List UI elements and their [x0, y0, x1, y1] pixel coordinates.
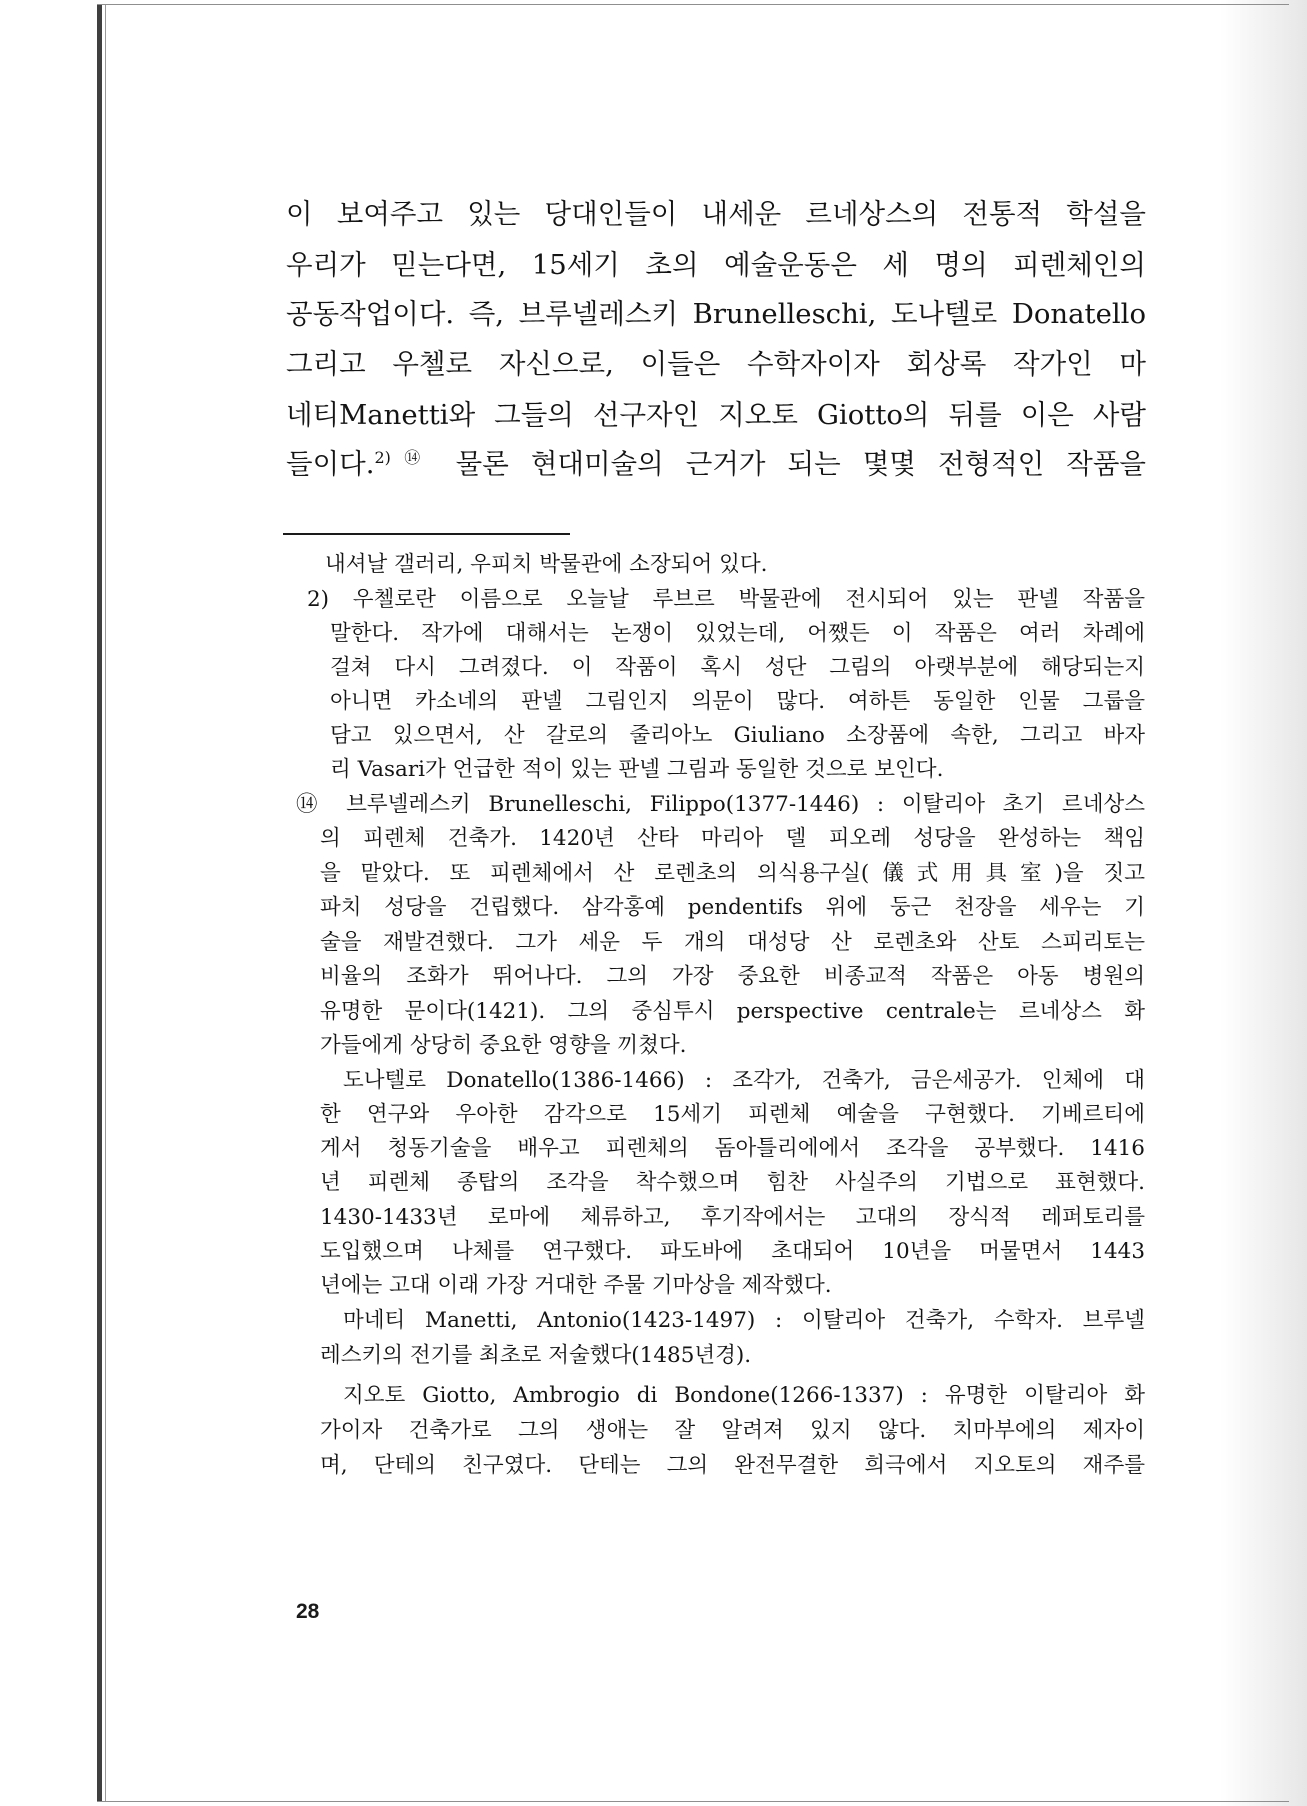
page-left-border-inner: [105, 4, 106, 1802]
footnote-markers[interactable]: 2)⑭: [374, 447, 434, 467]
footnote-line: 도입했으며 나체를 연구했다. 파도바에 초대되어 10년을 머물면서 1443: [320, 1239, 1145, 1264]
footnote-line: 가이자 건축가로 그의 생애는 잘 알려져 있지 않다. 치마부에의 제자이: [320, 1418, 1145, 1443]
footnote-line: 년 피렌체 종탑의 조각을 착수했으며 힘찬 사실주의 기법으로 표현했다.: [320, 1170, 1145, 1195]
footnote-line: 말한다. 작가에 대해서는 논쟁이 있었는데, 어쨌든 이 작품은 여러 차례에: [330, 621, 1145, 646]
footnote-line: 도나텔로 Donatello(1386-1466) : 조각가, 건축가, 금은세공가. 인체에 대: [343, 1068, 1145, 1093]
footnote-line: 유명한 문이다(1421). 그의 중심투시 perspective centrale는 르네상스 화: [320, 999, 1145, 1024]
footnote-line: 마네티 Manetti, Antonio(1423-1497) : 이탈리아 건축가, 수학자. 브루넬: [343, 1308, 1145, 1333]
book-page: 이 보여주고 있는 당대인들이 내세운 르네상스의 전통적 학설을 우리가 믿는다면, 15세기 초의 예술운동은 세 명의 피렌체인의 공동작업이다. 즉, 브루넬레스키 Brunelleschi, 도나텔로 Donatello 그리고 우첼로 자신으로, 이들은 수학자이자 회상록 작가인 마 네티Manetti와 그들의 선구자인 지오토 Giotto의 뒤를 이은 사람 들이다.$^{2)⑭}$ 물론 현대미술의 근거가 되는 몇몇 전형적인 작품을 내셔날 갤러리, 우피치 박물관에 소장되어 있다. 2) 우첼로란 이름으로 오늘날 루브르 박물관에 전시되어 있는 판넬 작품을 말한다. 작가에 대해서는 논쟁이 있었는데, 어쨌든 이 작품은 여러 차례에 걸쳐 다시 그려졌다. 이 작품이 혹시 성단 그림의 아랫부분에 해당되는지 아니면 카소네의 판넬 그림인지 의문이 많다. 여하튼 동일한 인물 그룹을 담고 있으면서, 산 갈로의 줄리아노 Giuliano 소장품에 속한, 그리고 바자 리 Vasari가 언급한 적이 있는 판넬 그림과 동일한 것으로 보인다. ⑭ 브루넬레스키 Brunelleschi, Filippo(1377-1446) : 이탈리아 초기 르네상스 의 피렌체 건축가. 1420년 산타 마리아 델 피오레 성당을 완성하는 책임 을 맡았다. 또 피렌체에서 산 로렌초의 의식용구실(儀式用具室)을 짓고 파치 성당을 건립했다. 삼각홍예 pendentifs 위에 둥근 천장을 세우는 기 술을 재발견했다. 그가 세운 두 개의 대성당 산 로렌초와 산토 스피리토는 비율의 조화가 뛰어나다. 그의 가장 중요한 비종교적 작품은 아동 병원의 유명한 문이다(1421). 그의 중심투시 perspective centrale는 르네상스 화 가들에게 상당히 중요한 영향을 끼쳤다. 도나텔로 Donatello(1386-1466) : 조각가, 건축가, 금은세공가. 인체에 대 한 연구와 우아한 감각으로 15세기 피렌체 예술을 구현했다. 기베르티에 게서 청동기술을 배우고 피렌체의 돔아틀리에에서 조각을 공부했다. 1416 년 피렌체 종탑의 조각을 착수했으며 힘찬 사실주의 기법으로 표현했다. 1430-1433년 로마에 체류하고, 후기작에서는 고대의 장식적 레퍼토리를 도입했으며 나체를 연구했다. 파도바에 초대되어 10년을 머물면서 1443 년에는 고대 이래 가장 거대한 주물 기마상을 제작했다. 마네티 Manetti, Antonio(1423-1497) : 이탈리아 건축가, 수학자. 브루넬 레스키의 전기를 최초로 저술했다(1485년경). 지오토 Giotto, Ambrogio di Bondone(1266-1337) : 유명한 이탈리아 화 가이자 건축가로 그의 생애는 잘 알려져 있지 않다. 치마부에의 제자이 며, 단테의 친구였다. 단테는 그의 완전무결한 희극에서 지오토의 재주를 28: [0, 0, 1307, 1806]
page-edge-shadow: [1220, 0, 1307, 1806]
footnote-line: 비율의 조화가 뛰어나다. 그의 가장 중요한 비종교적 작품은 아동 병원의: [320, 964, 1145, 989]
body-line-end: 물론 현대미술의 근거가 되는 몇몇 전형적인 작품을: [433, 448, 1146, 480]
footnote-line: 2) 우첼로란 이름으로 오늘날 루브르 박물관에 전시되어 있는 판넬 작품을: [307, 587, 1145, 612]
footnote-line: 의 피렌체 건축가. 1420년 산타 마리아 델 피오레 성당을 완성하는 책임: [320, 826, 1145, 851]
page-top-border: [97, 4, 1289, 5]
footnote-line: 1430-1433년 로마에 체류하고, 후기작에서는 고대의 장식적 레퍼토리를: [320, 1205, 1145, 1230]
footnote-line: ⑭ 브루넬레스키 Brunelleschi, Filippo(1377-1446) : 이탈리아 초기 르네상스: [296, 792, 1145, 817]
footnote-line: 을 맡았다. 또 피렌체에서 산 로렌초의 의식용구실(儀式用具室)을 짓고: [320, 861, 1145, 886]
footnote-line: 파치 성당을 건립했다. 삼각홍예 pendentifs 위에 둥근 천장을 세우는 기: [320, 895, 1145, 920]
footnote-line: 아니면 카소네의 판넬 그림인지 의문이 많다. 여하튼 동일한 인물 그룹을: [330, 689, 1145, 714]
footnote-line: 지오토 Giotto, Ambrogio di Bondone(1266-1337) : 유명한 이탈리아 화: [343, 1383, 1145, 1408]
body-line: 우리가 믿는다면, 15세기 초의 예술운동은 세 명의 피렌체인의: [286, 249, 1146, 281]
page-number: 28: [296, 1600, 320, 1623]
footnote-line: 술을 재발견했다. 그가 세운 두 개의 대성당 산 로렌초와 산토 스피리토는: [320, 930, 1145, 955]
page-bottom-border: [97, 1801, 1289, 1802]
footnote-line: 걸쳐 다시 그려졌다. 이 작품이 혹시 성단 그림의 아랫부분에 해당되는지: [330, 655, 1145, 680]
body-line: 이 보여주고 있는 당대인들이 내세운 르네상스의 전통적 학설을: [286, 198, 1146, 230]
footnote-line: 담고 있으면서, 산 갈로의 줄리아노 Giuliano 소장품에 속한, 그리고 바자: [330, 723, 1145, 748]
body-line: 네티Manetti와 그들의 선구자인 지오토 Giotto의 뒤를 이은 사람: [286, 399, 1146, 431]
footnote-line: 게서 청동기술을 배우고 피렌체의 돔아틀리에에서 조각을 공부했다. 1416: [320, 1136, 1145, 1161]
body-line: 공동작업이다. 즉, 브루넬레스키 Brunelleschi, 도나텔로 Donatello: [286, 298, 1146, 330]
footnote-line: 한 연구와 우아한 감각으로 15세기 피렌체 예술을 구현했다. 기베르티에: [320, 1102, 1145, 1127]
body-line-start: 들이다.: [286, 448, 375, 480]
page-left-border: [97, 4, 102, 1802]
footnote-line: 며, 단테의 친구였다. 단테는 그의 완전무결한 희극에서 지오토의 재주를: [320, 1453, 1145, 1478]
footnote-separator: [283, 533, 570, 535]
body-line-last: [286, 444, 1146, 484]
body-line: 그리고 우첼로 자신으로, 이들은 수학자이자 회상록 작가인 마: [286, 348, 1146, 380]
